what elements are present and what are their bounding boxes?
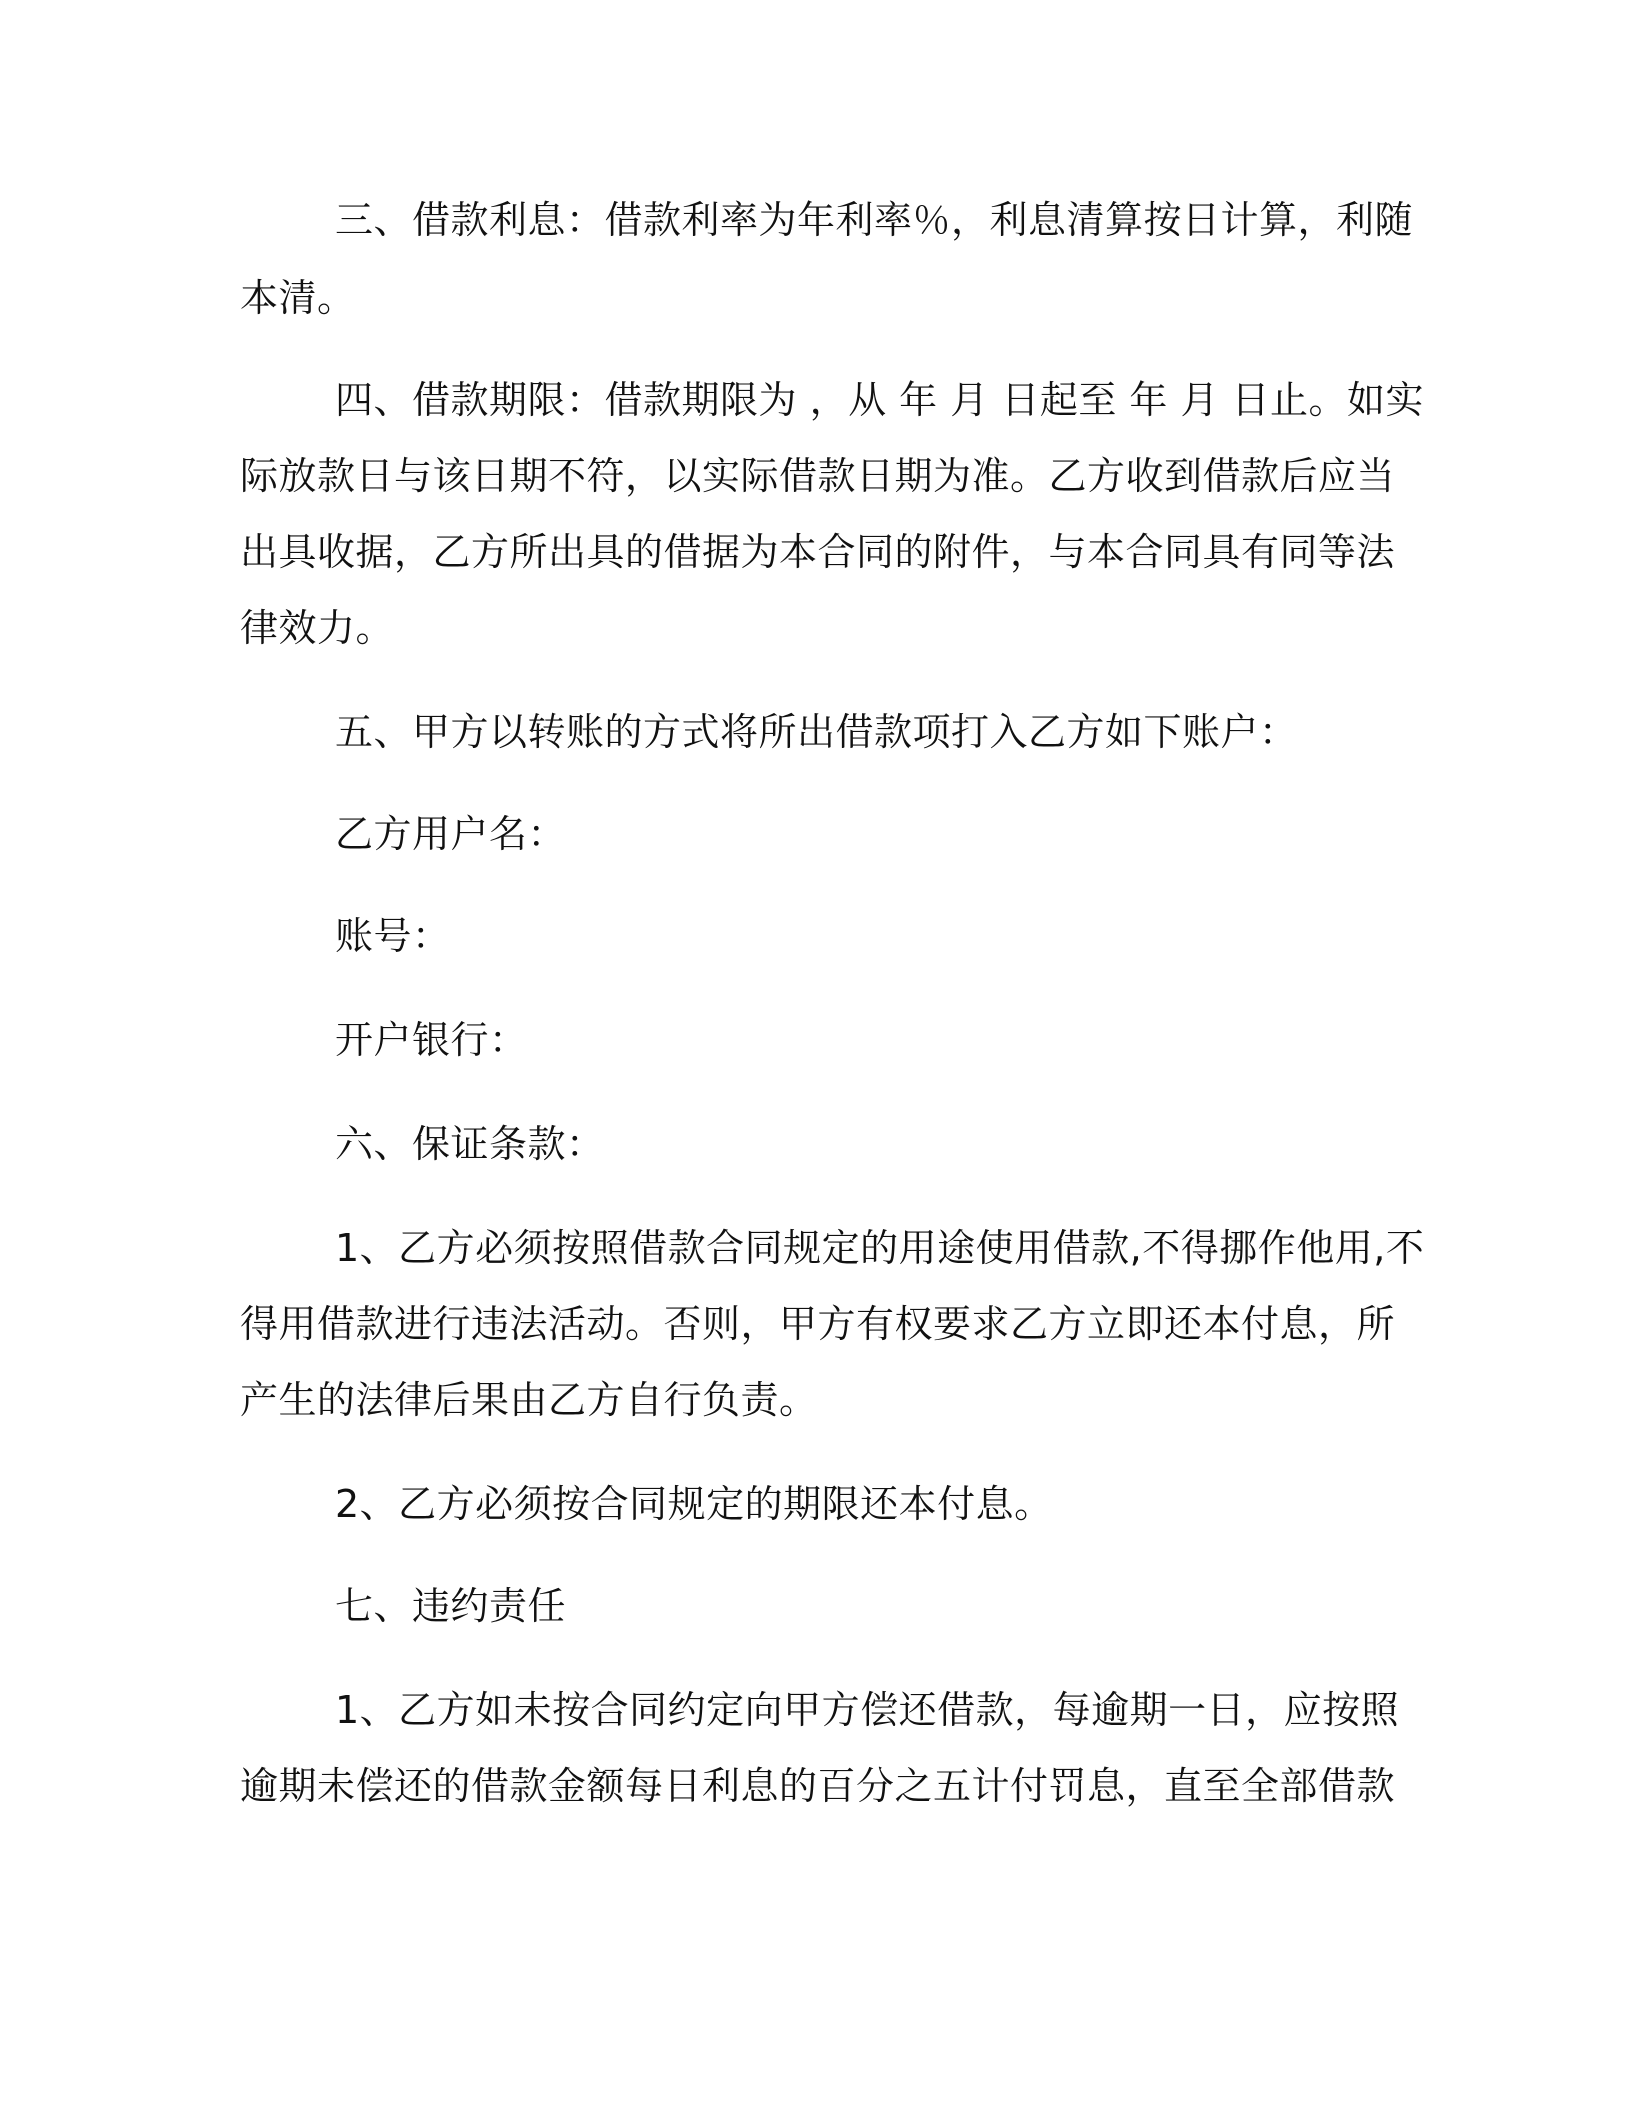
clause-6-2-line-1: 2、乙方必须按合同规定的期限还本付息。 xyxy=(335,1482,1053,1526)
clause-6-heading: 六、保证条款： xyxy=(335,1122,605,1166)
clause-7-1-line-1: 1、乙方如未按合同约定向甲方偿还借款，每逾期一日，应按照 xyxy=(335,1688,1400,1732)
clause-4-line-3: 出具收据，乙方所出具的借据为本合同的附件，与本合同具有同等法 xyxy=(240,530,1396,574)
clause-5-line-1: 五、甲方以转账的方式将所出借款项打入乙方如下账户： xyxy=(335,710,1298,754)
clause-6-1-line-1: 1、乙方必须按照借款合同规定的用途使用借款,不得挪作他用,不 xyxy=(335,1226,1425,1270)
clause-7-heading: 七、违约责任 xyxy=(335,1584,567,1628)
clause-7-1-line-2: 逾期未偿还的借款金额每日利息的百分之五计付罚息，直至全部借款 xyxy=(240,1764,1396,1808)
clause-6-1-line-3: 产生的法律后果由乙方自行负责。 xyxy=(240,1378,818,1422)
clause-4-line-4: 律效力。 xyxy=(240,606,395,650)
clause-4-line-1: 四、借款期限：借款期限为 ，从 年 月 日起至 年 月 日止。如实 xyxy=(335,378,1425,422)
bank-label: 开户银行： xyxy=(335,1018,528,1062)
account-name-label: 乙方用户名： xyxy=(335,812,567,856)
account-number-label: 账号： xyxy=(335,914,451,958)
clause-6-1-line-2: 得用借款进行违法活动。否则，甲方有权要求乙方立即还本付息，所 xyxy=(240,1302,1396,1346)
clause-4-line-2: 际放款日与该日期不符，以实际借款日期为准。乙方收到借款后应当 xyxy=(240,454,1396,498)
clause-3-line-1: 三、借款利息：借款利率为年利率％，利息清算按日计算，利随 xyxy=(335,198,1414,242)
clause-3-line-2: 本清。 xyxy=(240,276,356,320)
